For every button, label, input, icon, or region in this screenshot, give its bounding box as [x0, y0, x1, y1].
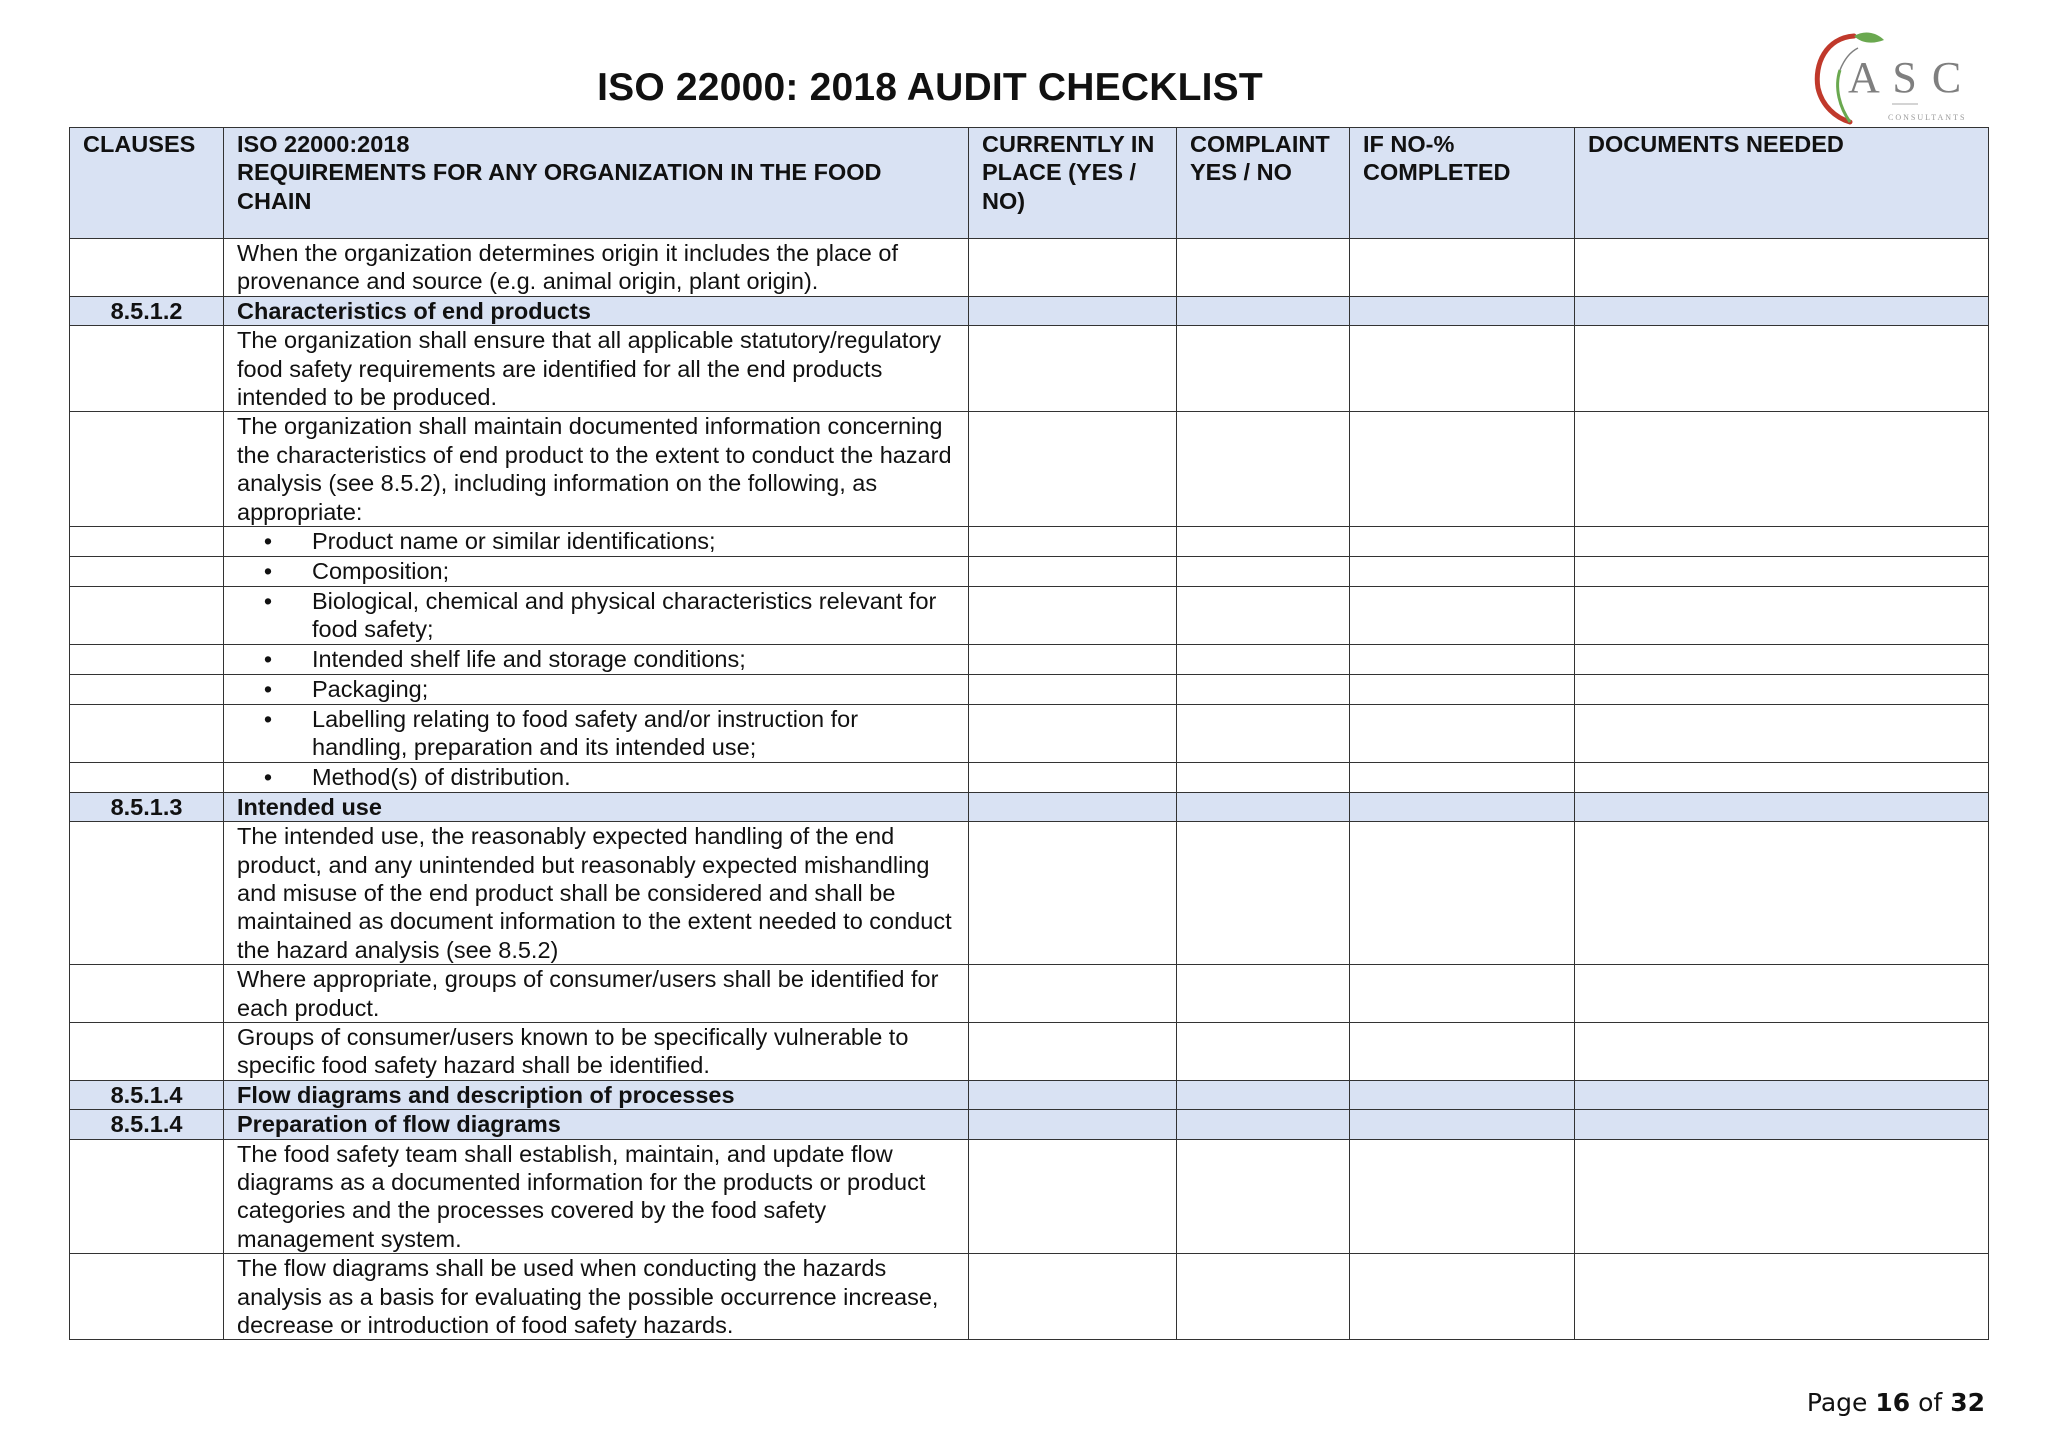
clause-number-cell — [70, 674, 224, 704]
percent-completed-cell[interactable] — [1350, 1080, 1575, 1109]
documents-needed-cell[interactable] — [1575, 704, 1989, 762]
clause-number-cell — [70, 1139, 224, 1254]
percent-completed-cell[interactable] — [1350, 674, 1575, 704]
bullet-text: Labelling relating to food safety and/or instruction for handling, preparation and its intended use; — [312, 705, 859, 761]
table-row — [70, 762, 1989, 792]
table-row — [70, 587, 1989, 645]
currently-in-place-cell[interactable] — [969, 822, 1177, 965]
company-logo — [1810, 30, 1992, 126]
table-row — [70, 965, 1989, 1023]
header-clauses: CLAUSES — [70, 128, 224, 239]
complaint-cell[interactable] — [1177, 1139, 1350, 1254]
currently-in-place-cell[interactable] — [969, 557, 1177, 587]
page-title: ISO 22000: 2018 AUDIT CHECKLIST — [597, 66, 1263, 109]
currently-in-place-cell[interactable] — [969, 792, 1177, 821]
clause-number-cell — [70, 1254, 224, 1340]
percent-completed-cell[interactable] — [1350, 296, 1575, 325]
bullet-text: Biological, chemical and physical characteristics relevant for food safety; — [312, 588, 937, 643]
page-total: 32 — [1950, 1388, 1985, 1417]
logo-subtext: CONSULTANTS — [1888, 113, 1967, 122]
currently-in-place-cell[interactable] — [969, 239, 1177, 297]
clause-number-cell — [70, 587, 224, 645]
requirement-bullet-cell — [224, 527, 969, 557]
table-row — [70, 822, 1989, 965]
percent-completed-cell[interactable] — [1350, 1110, 1575, 1139]
page-label: Page — [1806, 1388, 1868, 1417]
requirement-cell: The food safety team shall establish, maintain, and update flow diagrams as a documented information for the products or product categories and the processes covered by the food safety management system. — [224, 1139, 969, 1254]
percent-completed-cell[interactable] — [1350, 704, 1575, 762]
percent-completed-cell[interactable] — [1350, 587, 1575, 645]
bullet-icon: • — [263, 528, 273, 555]
documents-needed-cell[interactable] — [1575, 965, 1989, 1023]
bullet-text: Product name or similar identifications; — [312, 528, 716, 555]
bullet-icon: • — [263, 763, 273, 790]
percent-completed-cell[interactable] — [1350, 1139, 1575, 1254]
bullet-icon: • — [263, 558, 273, 585]
header-currently-in-place: CURRENTLY IN PLACE (YES / NO) — [969, 128, 1177, 239]
complaint-cell[interactable] — [1177, 557, 1350, 587]
requirement-bullet-cell — [224, 644, 969, 674]
complaint-cell[interactable] — [1177, 762, 1350, 792]
currently-in-place-cell[interactable] — [969, 1139, 1177, 1254]
bullet-icon: • — [263, 675, 273, 702]
documents-needed-cell[interactable] — [1575, 527, 1989, 557]
table-row — [70, 412, 1989, 527]
clause-number-cell — [70, 326, 224, 412]
documents-needed-cell[interactable] — [1575, 239, 1989, 297]
documents-needed-cell[interactable] — [1575, 1139, 1989, 1254]
table-row — [70, 239, 1989, 297]
clause-title-cell: Intended use — [224, 792, 969, 821]
complaint-cell[interactable] — [1177, 412, 1350, 527]
complaint-cell[interactable] — [1177, 1080, 1350, 1109]
clause-heading-row — [70, 1080, 1989, 1109]
complaint-cell[interactable] — [1177, 527, 1350, 557]
requirement-cell: Groups of consumer/users known to be specifically vulnerable to specific food safety hazard shall be identified. — [224, 1022, 969, 1080]
documents-needed-cell[interactable] — [1575, 1110, 1989, 1139]
requirement-cell: When the organization determines origin it includes the place of provenance and source (e.g. animal origin, plant origin). — [224, 239, 969, 297]
header-complaint: COMPLAINT YES / NO — [1177, 128, 1350, 239]
percent-completed-cell[interactable] — [1350, 326, 1575, 412]
page-number — [1807, 1388, 1985, 1417]
bullet-icon: • — [263, 588, 273, 615]
documents-needed-cell[interactable] — [1575, 644, 1989, 674]
complaint-cell[interactable] — [1177, 587, 1350, 645]
header-if-no-completed: IF NO-% COMPLETED — [1350, 128, 1575, 239]
page-sep: of — [1918, 1388, 1943, 1417]
clause-number-cell: 8.5.1.4 — [70, 1080, 224, 1109]
currently-in-place-cell[interactable] — [969, 587, 1177, 645]
bullet-icon: • — [263, 645, 273, 672]
clause-number-cell — [70, 557, 224, 587]
clause-heading-row — [70, 1110, 1989, 1139]
currently-in-place-cell[interactable] — [969, 1022, 1177, 1080]
clause-title-cell: Preparation of flow diagrams — [224, 1110, 969, 1139]
documents-needed-cell[interactable] — [1575, 1254, 1989, 1340]
currently-in-place-cell[interactable] — [969, 1080, 1177, 1109]
complaint-cell[interactable] — [1177, 965, 1350, 1023]
currently-in-place-cell[interactable] — [969, 674, 1177, 704]
documents-needed-cell[interactable] — [1575, 762, 1989, 792]
complaint-cell[interactable] — [1177, 239, 1350, 297]
header-requirements: ISO 22000:2018 REQUIREMENTS FOR ANY ORGANIZATION IN THE FOOD CHAIN — [224, 128, 969, 239]
documents-needed-cell[interactable] — [1575, 1022, 1989, 1080]
requirement-bullet-cell — [224, 587, 969, 645]
complaint-cell[interactable] — [1177, 644, 1350, 674]
requirement-cell: The organization shall ensure that all applicable statutory/regulatory food safety requirements are identified for all the end products intended to be produced. — [224, 326, 969, 412]
requirement-cell: The intended use, the reasonably expected handling of the end product, and any unintended but reasonably expected mishandling and misuse of the end product shall be considered and shall be maintained as document information to the extent needed to conduct the hazard analysis (see 8.5.2) — [224, 822, 969, 965]
table-row — [70, 557, 1989, 587]
complaint-cell[interactable] — [1177, 326, 1350, 412]
documents-needed-cell[interactable] — [1575, 412, 1989, 527]
complaint-cell[interactable] — [1177, 1254, 1350, 1340]
complaint-cell[interactable] — [1177, 674, 1350, 704]
currently-in-place-cell[interactable] — [969, 762, 1177, 792]
complaint-cell[interactable] — [1177, 822, 1350, 965]
documents-needed-cell[interactable] — [1575, 792, 1989, 821]
clause-heading-row — [70, 296, 1989, 325]
clause-number-cell — [70, 822, 224, 965]
percent-completed-cell[interactable] — [1350, 527, 1575, 557]
clause-number-cell — [70, 527, 224, 557]
complaint-cell[interactable] — [1177, 296, 1350, 325]
bullet-text: Packaging; — [312, 675, 429, 702]
clause-number-cell — [70, 965, 224, 1023]
documents-needed-cell[interactable] — [1575, 296, 1989, 325]
table-row — [70, 1139, 1989, 1254]
audit-checklist-table — [69, 127, 1989, 1340]
clause-number-cell — [70, 762, 224, 792]
documents-needed-cell[interactable] — [1575, 822, 1989, 965]
requirement-bullet-cell — [224, 674, 969, 704]
table-row — [70, 326, 1989, 412]
requirement-cell: The flow diagrams shall be used when conducting the hazards analysis as a basis for evaluating the possible occurrence increase, decrease or introduction of food safety hazards. — [224, 1254, 969, 1340]
currently-in-place-cell[interactable] — [969, 412, 1177, 527]
table-row — [70, 644, 1989, 674]
clause-number-cell: 8.5.1.2 — [70, 296, 224, 325]
percent-completed-cell[interactable] — [1350, 762, 1575, 792]
currently-in-place-cell[interactable] — [969, 326, 1177, 412]
clause-title-cell: Flow diagrams and description of processes — [224, 1080, 969, 1109]
currently-in-place-cell[interactable] — [969, 1110, 1177, 1139]
bullet-text: Method(s) of distribution. — [312, 763, 571, 790]
table-row — [70, 704, 1989, 762]
percent-completed-cell[interactable] — [1350, 792, 1575, 821]
table-body — [70, 239, 1989, 1340]
clause-number-cell: 8.5.1.3 — [70, 792, 224, 821]
requirement-bullet-cell — [224, 557, 969, 587]
percent-completed-cell[interactable] — [1350, 644, 1575, 674]
clause-heading-row — [70, 792, 1989, 821]
percent-completed-cell[interactable] — [1350, 1022, 1575, 1080]
complaint-cell[interactable] — [1177, 1022, 1350, 1080]
header-documents-needed: DOCUMENTS NEEDED — [1575, 128, 1989, 239]
complaint-cell[interactable] — [1177, 704, 1350, 762]
percent-completed-cell[interactable] — [1350, 822, 1575, 965]
table-row — [70, 1022, 1989, 1080]
percent-completed-cell[interactable] — [1350, 557, 1575, 587]
table-header-row — [70, 128, 1989, 239]
percent-completed-cell[interactable] — [1350, 239, 1575, 297]
table-row — [70, 674, 1989, 704]
currently-in-place-cell[interactable] — [969, 296, 1177, 325]
clause-number-cell — [70, 644, 224, 674]
clause-title-cell: Characteristics of end products — [224, 296, 969, 325]
currently-in-place-cell[interactable] — [969, 965, 1177, 1023]
logo-text: A S C — [1848, 53, 1964, 102]
requirement-bullet-cell — [224, 762, 969, 792]
clause-number-cell — [70, 239, 224, 297]
currently-in-place-cell[interactable] — [969, 644, 1177, 674]
complaint-cell[interactable] — [1177, 792, 1350, 821]
clause-number-cell: 8.5.1.4 — [70, 1110, 224, 1139]
documents-needed-cell[interactable] — [1575, 326, 1989, 412]
percent-completed-cell[interactable] — [1350, 412, 1575, 527]
documents-needed-cell[interactable] — [1575, 587, 1989, 645]
percent-completed-cell[interactable] — [1350, 1254, 1575, 1340]
documents-needed-cell[interactable] — [1575, 1080, 1989, 1109]
requirement-bullet-cell — [224, 704, 969, 762]
requirement-cell: Where appropriate, groups of consumer/users shall be identified for each product. — [224, 965, 969, 1023]
bullet-text: Intended shelf life and storage conditions; — [312, 645, 746, 672]
documents-needed-cell[interactable] — [1575, 557, 1989, 587]
bullet-text: Composition; — [312, 558, 450, 585]
table-row — [70, 527, 1989, 557]
documents-needed-cell[interactable] — [1575, 674, 1989, 704]
table-row — [70, 1254, 1989, 1340]
complaint-cell[interactable] — [1177, 1110, 1350, 1139]
currently-in-place-cell[interactable] — [969, 704, 1177, 762]
page-current: 16 — [1875, 1388, 1911, 1417]
clause-number-cell — [70, 412, 224, 527]
currently-in-place-cell[interactable] — [969, 527, 1177, 557]
requirement-cell: The organization shall maintain documented information concerning the characteristics of end product to the extent to conduct the hazard analysis (see 8.5.2), including information on the following, as appropriate: — [224, 412, 969, 527]
asc-logo-icon — [1810, 30, 1992, 126]
currently-in-place-cell[interactable] — [969, 1254, 1177, 1340]
percent-completed-cell[interactable] — [1350, 965, 1575, 1023]
clause-number-cell — [70, 704, 224, 762]
clause-number-cell — [70, 1022, 224, 1080]
bullet-icon: • — [263, 705, 273, 732]
